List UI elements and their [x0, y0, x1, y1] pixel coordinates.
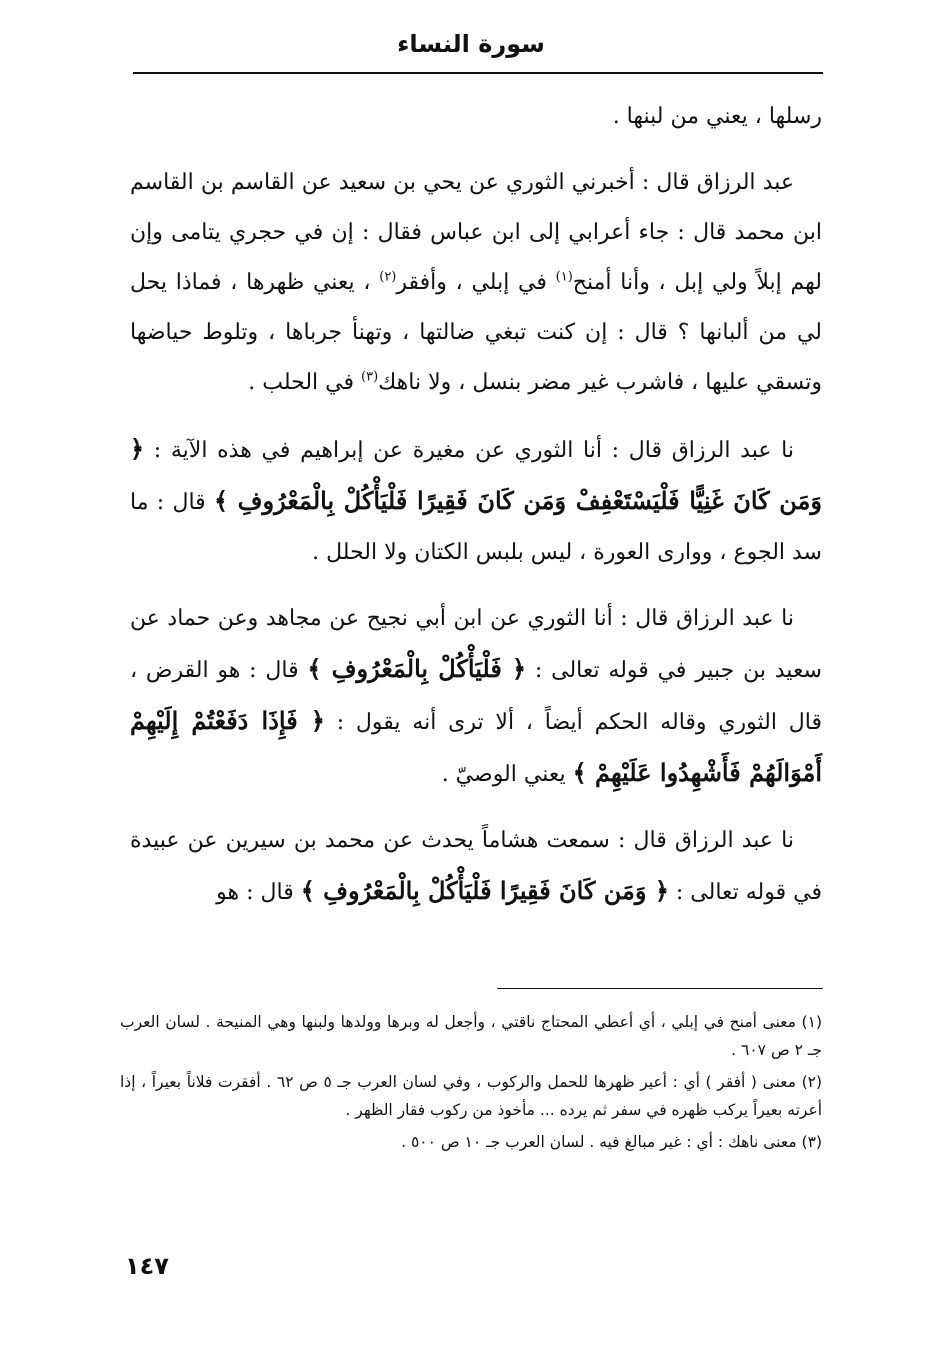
paragraph — [130, 92, 822, 142]
paragraph-text: نا عبد الرزاق قال : أنا الثوري عن ابن أبي نجيح عن مجاهد وعن حماد عن سعيد بن جبير في قوله تعالى : — [130, 606, 822, 683]
footnote-reference: (٢) — [379, 269, 397, 285]
quran-verse: ﴿ وَمَن كَانَ غَنِيًّا فَلْيَسْتَعْفِفْ وَمَن كَانَ فَقِيرًا فَلْيَأْكُلْ بِالْمَعْرُوفِ ﴾ — [130, 434, 822, 515]
footnote: (٢) معنى ( أفقر ) أي : أعير ظهرها للحمل والركوب ، وفي لسان العرب جـ ٥ ص ٦٢ . أفقرت فلاناً بعيراً ، إذا أعرته بعيراً يركب ظهره في سفر ثم يرده ... مأخوذ من ركوب فقار الظهر . — [120, 1073, 823, 1119]
paragraph — [130, 158, 822, 408]
paragraph-text: عبد الرزاق قال : أخبرني الثوري عن يحي بن سعيد عن القاسم بن القاسم ابن محمد قال : جاء أعرابي إلى ابن عباس فقال : إن في حجري يتامى وإن لهم إبلاً ولي إبل ، وأنا أمنح — [130, 170, 822, 295]
running-header-title: سورة النساء — [397, 30, 545, 58]
paragraph — [130, 594, 822, 800]
quran-verse: ﴿ فَلْيَأْكُلْ بِالْمَعْرُوفِ ﴾ — [307, 654, 527, 683]
footnote: (١) معنى أمنح في إبلي ، أي أعطي المحتاج ناقتي ، وأجعل له وبرها وولدها ولبنها وهي المنيحة . لسان العرب جـ ٢ ص ٦٠٧ . — [120, 1013, 822, 1059]
paragraph-text: نا عبد الرزاق قال : سمعت هشاماً يحدث عن محمد بن سيرين عن عبيدة في قوله تعالى : — [130, 828, 822, 905]
paragraph-text: قال : ما سد الجوع ، ووارى العورة ، ليس بلبس الكتان ولا الحلل . — [130, 490, 822, 565]
paragraph-text: قال : هو القرض ، قال الثوري وقاله الحكم أيضاً ، ألا ترى أنه يقول : — [130, 658, 823, 735]
footnote-reference: (١) — [555, 269, 573, 285]
paragraph-text: نا عبد الرزاق قال : أنا الثوري عن مغيرة عن إبراهيم في هذه الآية : — [144, 438, 794, 463]
paragraph-text: رسلها ، يعني من لبنها . — [612, 104, 822, 129]
footnote: (٣) معنى ناهك : أي : غير مبالغ فيه . لسان العرب جـ ١٠ ص ٥٠٠ . — [401, 1133, 822, 1151]
footnote-reference: (٣) — [361, 369, 379, 385]
paragraph-text: قال : هو — [216, 880, 301, 905]
quran-verse: ﴿ فَإِذَا دَفَعْتُمْ إِلَيْهِمْ أَمْوَالَهُمْ فَأَشْهِدُوا عَلَيْهِمْ ﴾ — [130, 706, 822, 787]
footnote-separator — [497, 988, 823, 989]
quran-verse: ﴿ وَمَن كَانَ فَقِيرًا فَلْيَأْكُلْ بِالْمَعْرُوفِ ﴾ — [300, 876, 669, 905]
paragraph — [130, 424, 822, 578]
header-rule — [133, 72, 823, 74]
paragraph-text: في إبلي ، وأفقر — [396, 270, 556, 295]
paragraph-text: يعني الوصيّ . — [441, 762, 573, 787]
paragraph — [130, 816, 822, 918]
paragraph-text: ، يعني ظهرها ، فماذا يحل لي من ألبانها ؟ قال : إن كنت تبغي ضالتها ، وتهنأ جرباها ، وتلوط حياضها وتسقي عليها ، فاشرب غير مضر بنسل ، ولا ناهك — [130, 270, 822, 395]
page-number: ١٤٧ — [125, 1252, 169, 1280]
main-text — [130, 92, 822, 934]
footnotes — [120, 1008, 822, 1160]
paragraph-text: في الحلب . — [248, 370, 361, 395]
